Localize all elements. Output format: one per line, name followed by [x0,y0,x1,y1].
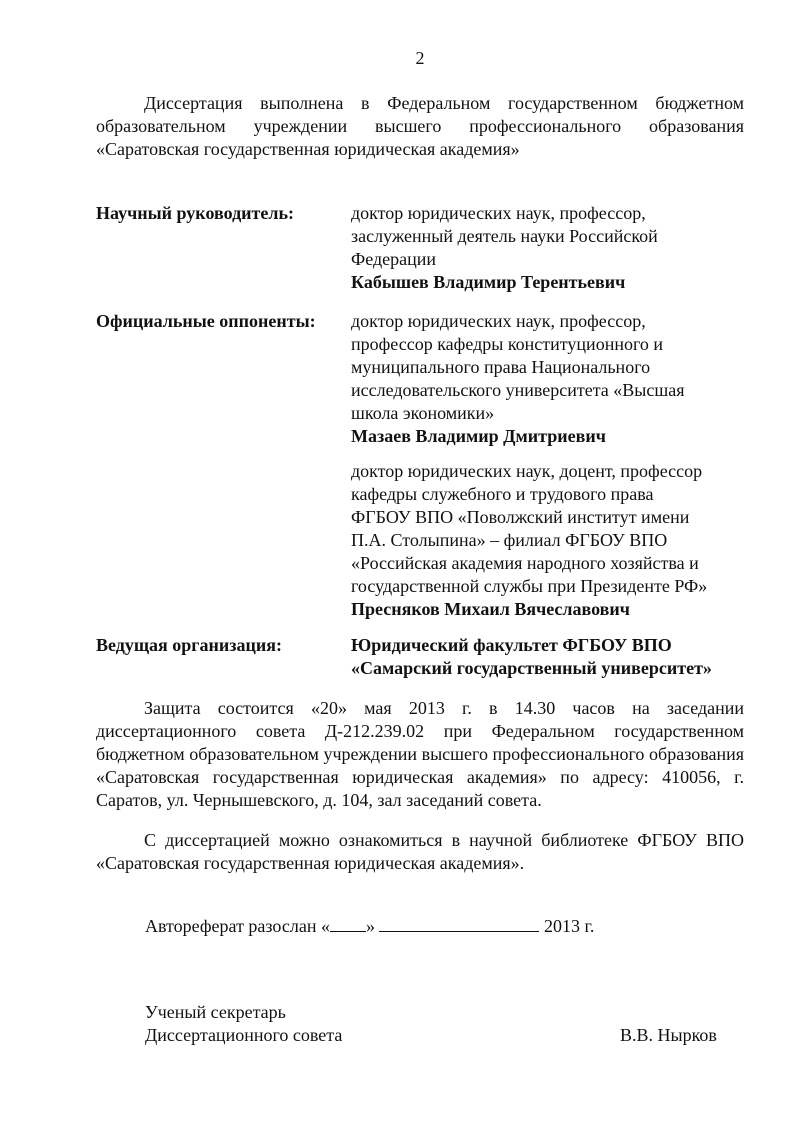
leading-org-details [351,634,751,680]
opponent-second-line: кафедры служебного и трудового права [351,484,654,504]
library-line: С диссертацией можно ознакомиться в научной библиотеке ФГБОУ ВПО [144,830,744,850]
opponent-first-details [351,310,751,448]
opponent-second-line: доктор юридических наук, доцент, профессор [351,461,703,481]
sent-middle: » [365,916,375,936]
opponent-first-name: Мазаев Владимир Дмитриевич [351,426,606,446]
library-line: «Саратовская государственная юридическая академия». [96,853,525,873]
supervisor-name: Кабышев Владимир Терентьевич [351,272,626,292]
defense-line: бюджетном образовательном учреждении высшего профессионального [96,744,645,764]
defense-line: диссертационного совета Д-212.239.02 при Федеральном государственном [96,721,744,741]
supervisor-line: доктор юридических наук, профессор, [351,203,646,223]
secretary-title-2: Диссертационного совета [145,1025,343,1045]
opponent-first-line: исследовательского университета «Высшая [351,380,685,400]
sent-prefix: Автореферат разослан « [145,916,330,936]
secretary-title-1: Ученый секретарь [145,1002,286,1022]
leading-org-line: Юридический факультет ФГБОУ ВПО [351,635,672,655]
supervisor-line: заслуженный деятель науки Российской [351,226,658,246]
leading-org-line: «Самарский государственный университет» [351,658,712,678]
defense-line: 410056, г. Саратов, ул. Чернышевского, д. 104, зал заседаний совета. [96,767,744,810]
library-paragraph [96,829,744,875]
opponent-second-line: государственной службы при Президенте РФ» [351,576,708,596]
page-number: 2 [415,48,425,68]
opponent-second-line: ФГБОУ ВПО «Поволжский институт имени [351,507,690,527]
opponent-first-line: школа экономики» [351,403,495,423]
opponent-first-line: муниципального права Национального [351,357,651,377]
opponent-second-line: «Российская академия народного хозяйства и [351,553,699,573]
opponent-second-details [351,460,751,621]
intro-line: «Саратовская государственная юридическая академия» [96,139,520,159]
supervisor-line: Федерации [351,249,437,269]
supervisor-details [351,202,751,294]
secretary-name: В.В. Нырков [620,1025,717,1045]
opponent-first-line: профессор кафедры конституционного и [351,334,664,354]
sent-day-blank [330,915,366,932]
intro-paragraph [96,92,744,161]
defense-line: Защита состоится «20» мая 2013 г. в 14.30 часов на заседании [144,698,744,718]
defense-line: образования «Саратовская государственная юридическая академия» по адресу: [96,744,744,787]
abstract-sent-line [145,915,594,938]
intro-line: образовательном учреждении высшего профессионального образования [96,116,744,136]
sent-suffix: 2013 г. [543,916,595,936]
intro-line: Диссертация выполнена в Федеральном государственном бюджетном [144,93,744,113]
opponent-first-line: доктор юридических наук, профессор, [351,311,646,331]
sent-month-blank [379,915,539,932]
defense-paragraph [96,697,744,812]
leading-org-label: Ведущая организация: [96,635,282,655]
opponent-second-line: П.А. Столыпина» – филиал ФГБОУ ВПО [351,530,668,550]
supervisor-label: Научный руководитель: [96,203,294,223]
opponents-label: Официальные оппоненты: [96,311,316,331]
opponent-second-name: Пресняков Михаил Вячеславович [351,599,630,619]
